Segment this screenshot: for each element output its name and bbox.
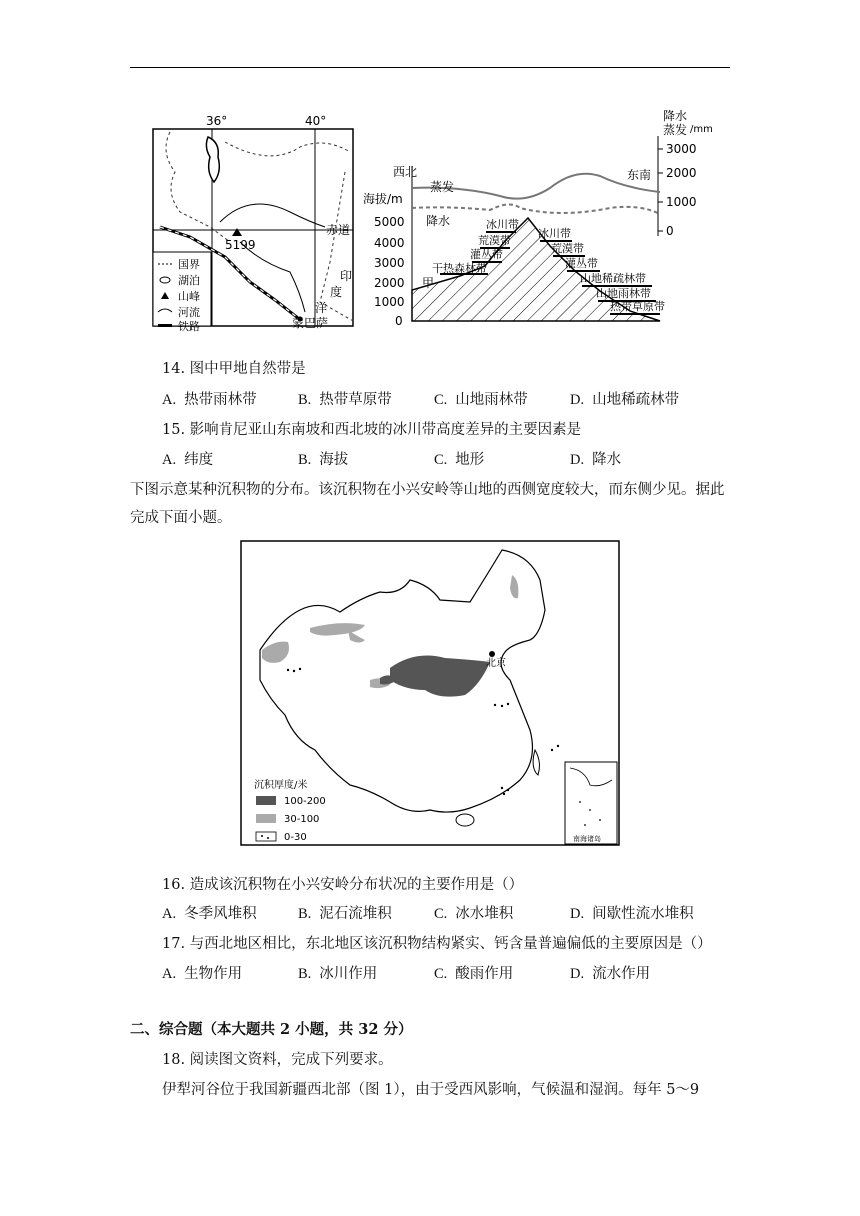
zone-right-savanna: 热带草原带 xyxy=(610,300,665,313)
q18-text: 伊犁河谷位于我国新疆西北部（图 1），由于受西风影响，气候温和湿润。每年 5～9 xyxy=(162,1082,700,1098)
legend-0-30: 0-30 xyxy=(284,832,307,843)
right-tick-0: 0 xyxy=(666,224,674,238)
zone-right-rainforest: 山地雨林带 xyxy=(596,287,651,300)
q16-stem: 16. 造成该沉积物在小兴安岭分布状况的主要作用是（） xyxy=(162,877,524,893)
zone-left-dry-forest: 干热森林带 xyxy=(432,262,487,275)
q15-stem: 15. 影响肯尼亚山东南坡和西北坡的冰川带高度差异的主要因素是 xyxy=(162,422,582,438)
beijing-label: 北京 xyxy=(486,658,506,669)
left-axis-title: 海拔/m xyxy=(363,192,403,206)
q16-option-c: C. 冰水堆积 xyxy=(434,906,514,922)
q14-option-a: A. 热带雨林带 xyxy=(162,392,257,408)
kenya-map xyxy=(150,112,360,332)
q17-option-d: D. 流水作用 xyxy=(570,966,651,982)
nw-label: 西北 xyxy=(393,165,418,179)
q16-option-a: A. 冬季风堆积 xyxy=(162,906,257,922)
left-tick-4000: 4000 xyxy=(374,236,405,250)
q15-option-c: C. 地形 xyxy=(434,452,485,468)
lon-left-label: 36° xyxy=(206,114,228,128)
q16-option-d: D. 间歇性流水堆积 xyxy=(570,906,694,922)
zone-left-glacier: 冰川带 xyxy=(486,218,519,231)
jia-label: 甲 xyxy=(422,276,435,290)
section-title: 二、综合题（本大题共 2 小题，共 32 分） xyxy=(130,1021,413,1038)
peak-icon xyxy=(232,228,242,236)
left-tick-0: 0 xyxy=(395,314,403,328)
q14-option-c: C. 山地雨林带 xyxy=(434,392,528,408)
zone-left-shrub: 灌丛带 xyxy=(470,248,503,261)
q14-stem: 14. 图中甲地自然带是 xyxy=(162,361,306,377)
q15-option-d: D. 降水 xyxy=(570,452,622,468)
right-tick-2000: 2000 xyxy=(666,166,697,180)
zone-right-desert: 荒漠带 xyxy=(551,242,584,255)
legend-border: 国界 xyxy=(178,258,200,271)
precip-label: 降水 xyxy=(426,214,451,228)
q16-option-b: B. 泥石流堆积 xyxy=(298,906,392,922)
inset-label: 南海诸岛 xyxy=(573,835,601,843)
zone-left-desert: 荒漠带 xyxy=(478,234,511,247)
q17-stem: 17. 与西北地区相比，东北地区该沉积物结构紧实、钙含量普遍偏低的主要原因是（） xyxy=(162,936,712,952)
legend-railway: 铁路 xyxy=(178,320,200,332)
q14-option-d: D. 山地稀疏林带 xyxy=(570,392,680,408)
lon-right-label: 40° xyxy=(305,114,327,128)
q15-option-b: B. 海拔 xyxy=(298,452,349,468)
right-tick-1000: 1000 xyxy=(666,195,697,209)
q14-option-b: B. 热带草原带 xyxy=(298,392,392,408)
china-sediment-map xyxy=(240,540,620,846)
q17-option-b: B. 冰川作用 xyxy=(298,966,378,982)
right-axis-title-2: 蒸发 xyxy=(663,123,688,137)
right-axis-unit: /mm xyxy=(690,124,713,135)
se-label: 东南 xyxy=(627,168,652,182)
left-tick-1000: 1000 xyxy=(374,295,405,309)
q17-option-a: A. 生物作用 xyxy=(162,966,243,982)
left-tick-3000: 3000 xyxy=(374,256,405,270)
legend-100-200: 100-200 xyxy=(284,796,326,807)
legend-lake: 湖泊 xyxy=(178,274,200,287)
intro-paragraph: 下图示意某种沉积物的分布。该沉积物在小兴安岭等山地的西侧宽度较大，而东侧少见。据此完成下面小题。 xyxy=(130,482,725,526)
header-rule xyxy=(130,67,730,68)
city-label: 蒙巴萨 xyxy=(292,316,329,330)
beijing-dot xyxy=(489,651,495,657)
equator-label: 赤道 xyxy=(326,223,351,237)
mountain-profile xyxy=(360,106,740,330)
left-tick-2000: 2000 xyxy=(374,276,405,290)
peak-label: 5199 xyxy=(225,238,256,252)
zone-right-sparse-forest: 山地稀疏林带 xyxy=(580,272,646,285)
ocean-label-1: 印 xyxy=(340,269,353,283)
ocean-label-3: 洋 xyxy=(315,301,328,315)
q15-option-a: A. 纬度 xyxy=(162,452,214,468)
legend-30-100: 30-100 xyxy=(284,814,320,825)
left-tick-5000: 5000 xyxy=(374,215,405,229)
legend-peak: 山峰 xyxy=(178,290,200,303)
evap-label: 蒸发 xyxy=(430,180,455,194)
legend-river: 河流 xyxy=(178,306,200,319)
legend-title: 沉积厚度/米 xyxy=(254,780,308,791)
ocean-label-2: 度 xyxy=(330,285,343,299)
right-axis-title-1: 降水 xyxy=(663,109,688,123)
zone-right-shrub: 灌丛带 xyxy=(565,257,598,270)
q18-stem: 18. 阅读图文资料，完成下列要求。 xyxy=(162,1052,393,1068)
q17-option-c: C. 酸雨作用 xyxy=(434,966,514,982)
right-tick-3000: 3000 xyxy=(666,142,697,156)
zone-right-glacier: 冰川带 xyxy=(538,227,571,240)
